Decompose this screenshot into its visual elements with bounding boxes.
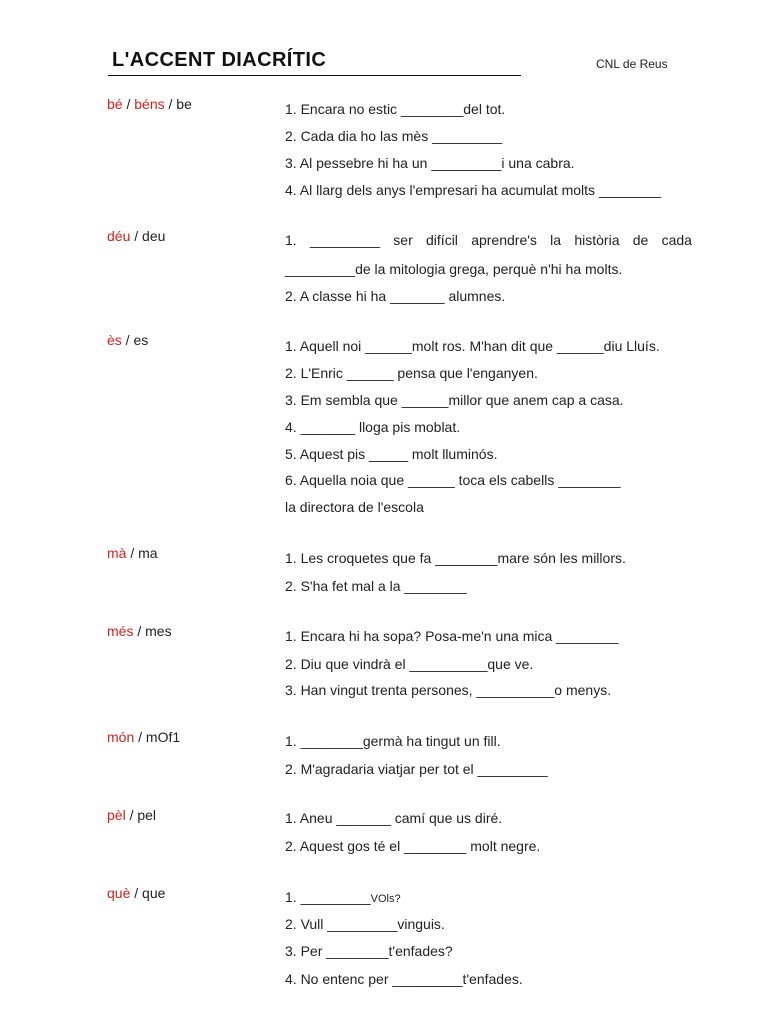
word-pair-que: [107, 885, 165, 901]
plain-word: / que: [130, 885, 166, 901]
word-pair-be: [107, 96, 192, 112]
exercise-sentence: 2. Cada dia ho las mès _________: [285, 128, 503, 144]
justified-word: difícil: [426, 232, 458, 248]
justified-word: història: [574, 232, 620, 248]
plain-word: / pel: [125, 807, 157, 823]
title-underline: [108, 75, 521, 76]
exercise-sentence: 6. Aquella noia que ______ toca els cabells ________: [285, 472, 621, 488]
exercise-sentence: 3. Al pessebre hi ha un _________i una cabra.: [285, 155, 575, 171]
exercise-sentence: 3. Per ________t'enfades?: [285, 943, 453, 959]
page-title: L'ACCENT DIACRÍTIC: [112, 49, 327, 71]
plain-word: / be: [164, 96, 192, 112]
exercise-sentence: 1. _________VOls?: [285, 889, 401, 905]
exercise-sentence: 2. S'ha fet mal a la ________: [285, 578, 467, 594]
justified-word: ser: [393, 232, 413, 248]
accent-word: món: [107, 729, 135, 745]
plain-word: / mOf1: [134, 729, 181, 745]
exercise-sentence: 4. No entenc per _________t'enfades.: [285, 971, 523, 987]
exercise-sentence: 4. Al llarg dels anys l'empresari ha acumulat molts ________: [285, 182, 662, 198]
justified-word: de: [632, 232, 649, 248]
word-pair-ma: [107, 545, 158, 561]
exercise-sentence: 2. Aquest gos té el ________ molt negre.: [285, 838, 541, 854]
exercise-sentence: 4. _______ lloga pis moblat.: [285, 419, 461, 435]
accent-word: ès: [107, 332, 122, 348]
plain-word: / mes: [133, 623, 172, 639]
exercise-sentence: 1. Les croquetes que fa ________mare són les millors.: [285, 550, 626, 566]
exercise-sentence: 2. L'Enric ______ pensa que l'enganyen.: [285, 365, 538, 381]
accent-word: béns: [134, 96, 165, 112]
exercise-sentence: 1. ________germà ha tingut un fill.: [285, 733, 501, 749]
exercise-sentence: 3. Em sembla que ______millor que anem cap a casa.: [285, 392, 624, 408]
exercise-sentence: 2. Vull _________vinguis.: [285, 916, 445, 932]
justified-word: cada: [661, 232, 692, 248]
word-pair-mon: [107, 729, 180, 745]
separator: /: [122, 96, 135, 112]
organization-label: CNL de Reus: [596, 57, 668, 71]
exercise-sentence: 2. A classe hi ha _______ alumnes.: [285, 288, 506, 304]
accent-word: bé: [107, 96, 123, 112]
exercise-sentence: _________de la mitologia grega, perquè n'hi ha molts.: [285, 261, 623, 277]
word-pair-es: [107, 332, 148, 348]
justified-word: 1.: [285, 232, 297, 248]
word-pair-pel: [107, 807, 156, 823]
exercise-sentence: la directora de l'escola: [285, 499, 424, 515]
word-pair-mes: [107, 623, 172, 639]
justified-word: _________: [309, 232, 381, 248]
plain-word: / deu: [130, 228, 166, 244]
exercise-sentence: 2. Diu que vindrà el __________que ve.: [285, 656, 534, 672]
justified-word: aprendre's: [471, 232, 537, 248]
small-text: VOls?: [370, 893, 401, 905]
accent-word: mà: [107, 545, 127, 561]
accent-word: més: [107, 623, 134, 639]
exercise-sentence: 1. Aneu _______ camí que us diré.: [285, 810, 503, 826]
plain-word: / es: [121, 332, 149, 348]
exercise-sentence: 2. M'agradaria viatjar per tot el _________: [285, 761, 548, 777]
plain-word: / ma: [126, 545, 158, 561]
word-pair-deu: [107, 228, 165, 244]
justified-word: la: [550, 232, 562, 248]
exercise-sentence: 1. Encara no estic ________del tot.: [285, 101, 506, 117]
accent-word: pèl: [107, 807, 126, 823]
accent-word: què: [107, 885, 131, 901]
exercise-sentence: 1. Encara hi ha sopa? Posa-me'n una mica ________: [285, 628, 619, 644]
exercise-sentence: 1. Aquell noi ______molt ros. M'han dit que ______diu Lluís.: [285, 338, 660, 354]
exercise-sentence: 3. Han vingut trenta persones, __________o menys.: [285, 682, 612, 698]
accent-word: déu: [107, 228, 131, 244]
exercise-sentence: [285, 232, 692, 248]
exercise-sentence: 5. Aquest pis _____ molt lluminós.: [285, 446, 498, 462]
